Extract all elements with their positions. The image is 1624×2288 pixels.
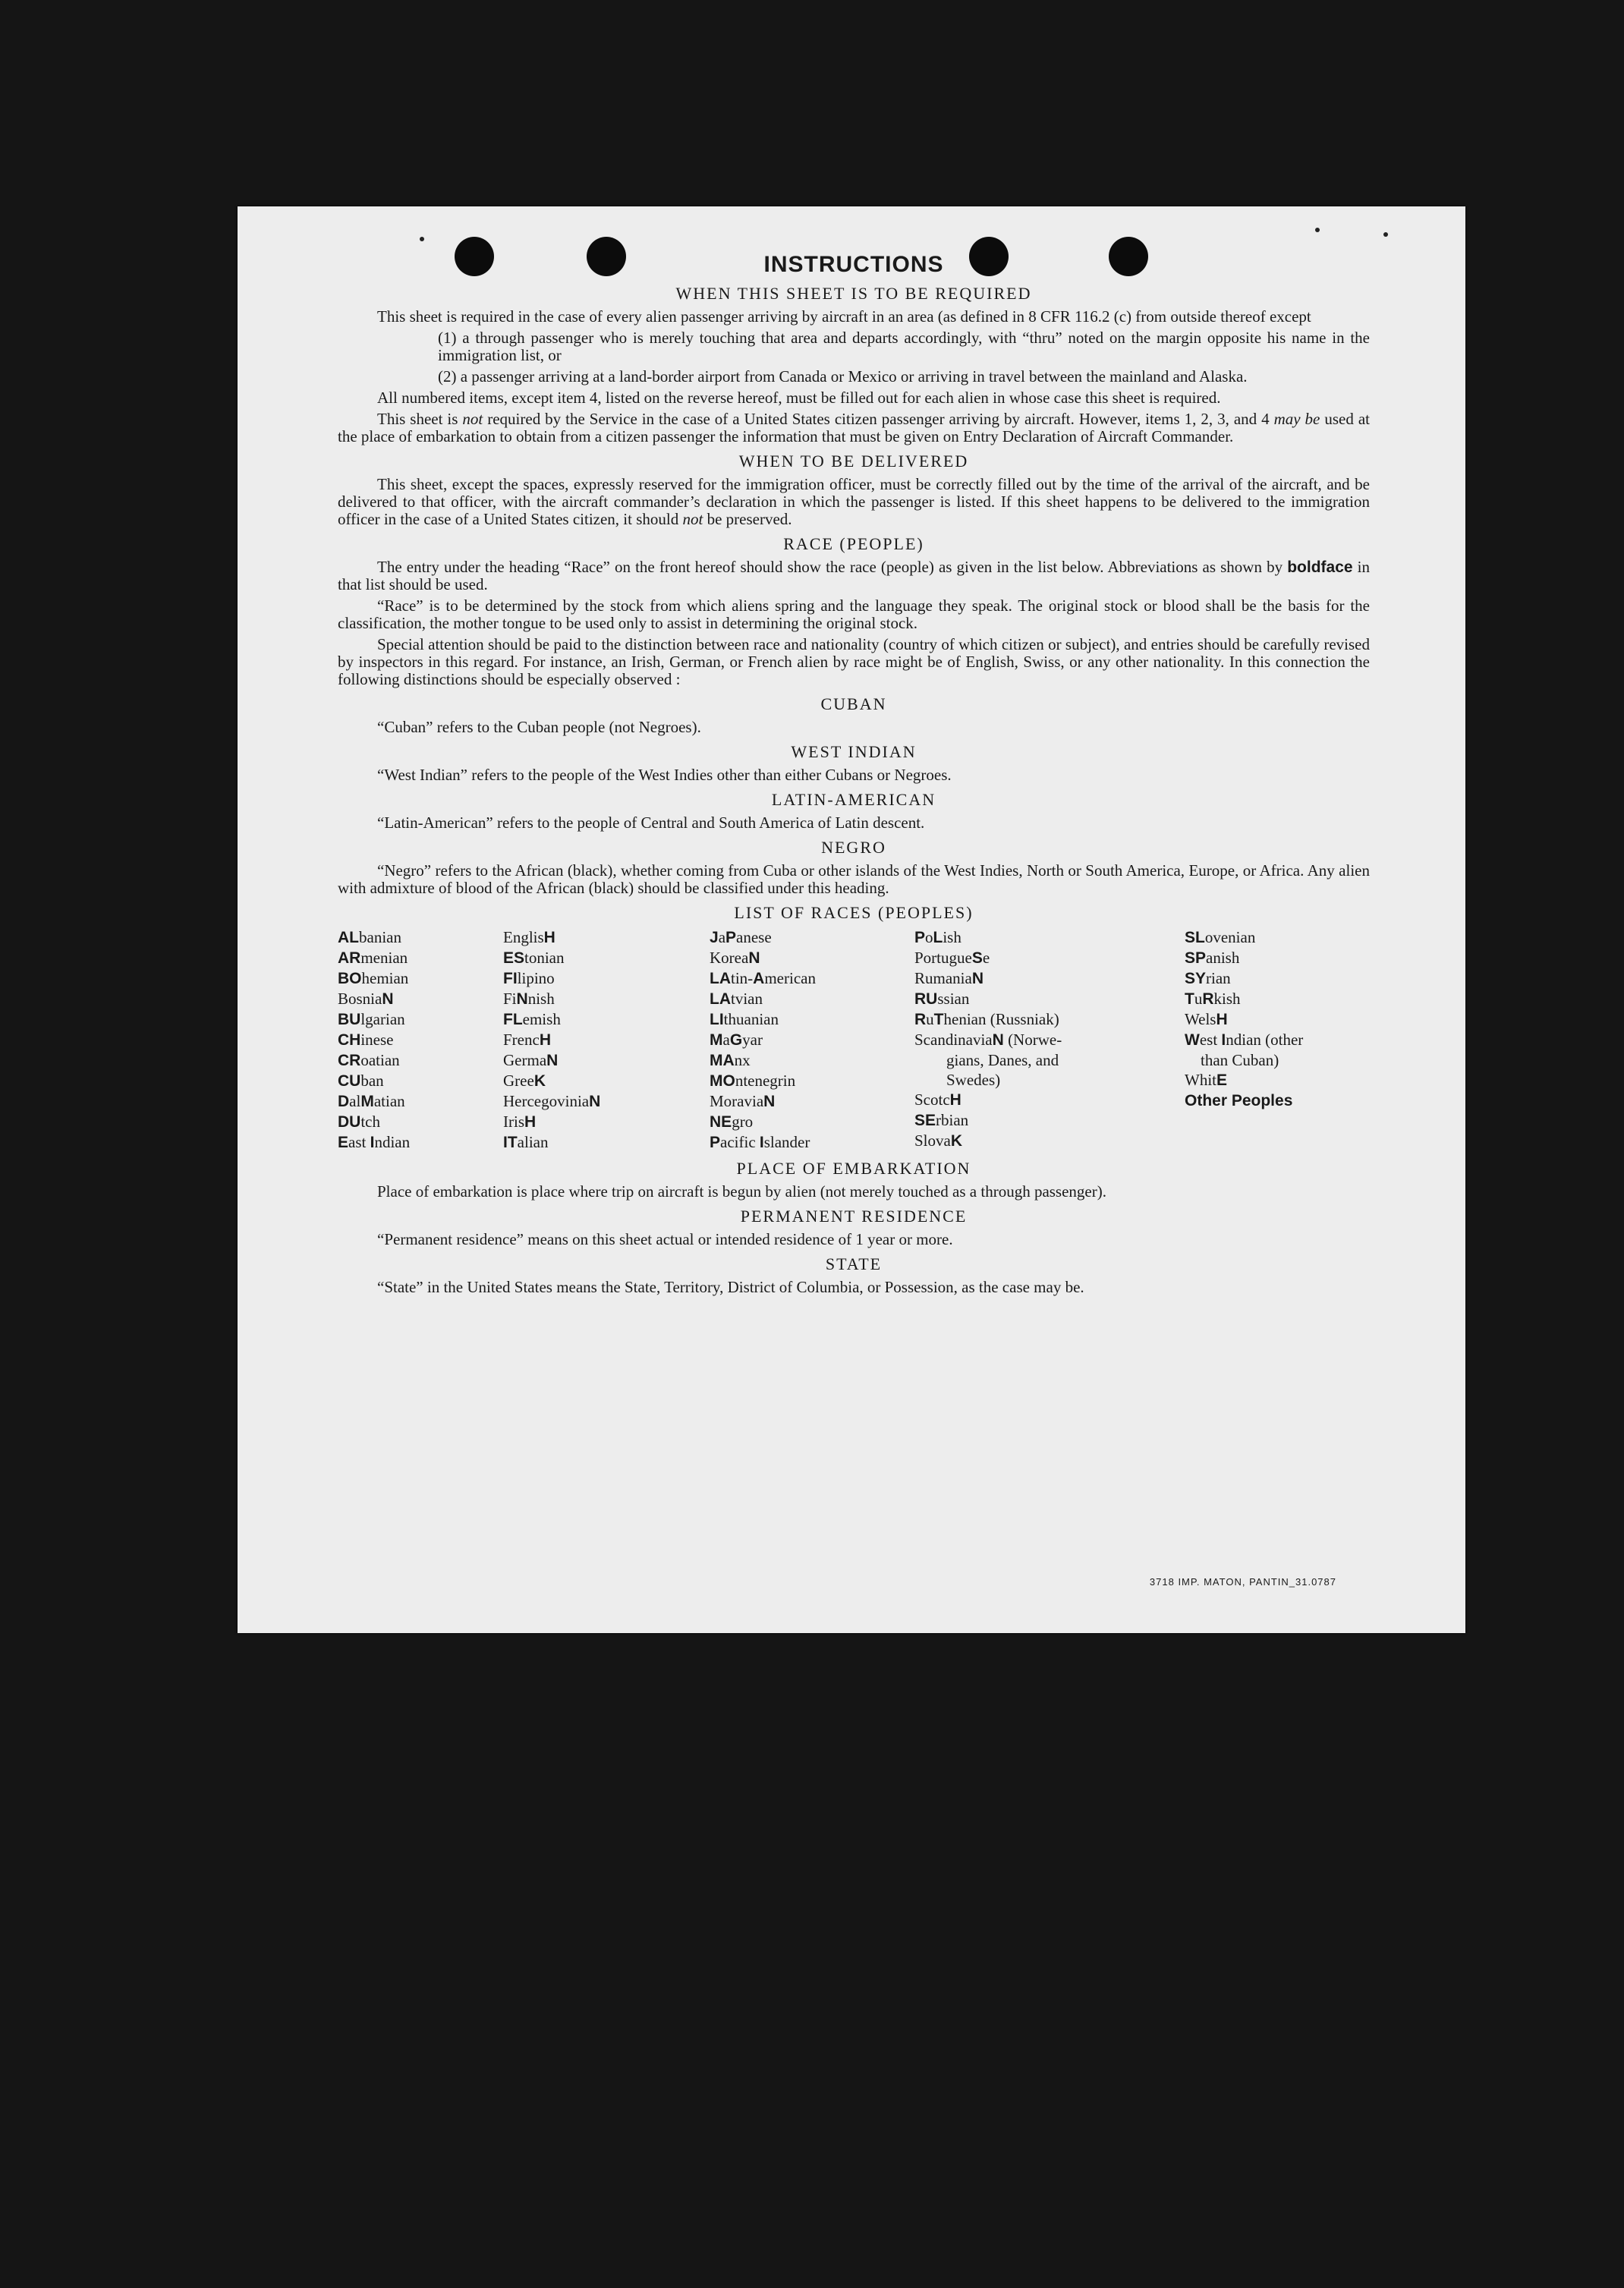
paragraph: “West Indian” refers to the people of the West Indies other than either Cubans or Negroes.	[377, 766, 952, 784]
race-entry: KoreaN	[710, 949, 760, 967]
race-entry: West Indian (other	[1185, 1031, 1304, 1049]
speck	[1315, 228, 1320, 232]
race-entry: HercegoviniaN	[503, 1092, 601, 1110]
paragraph: “Latin-American” refers to the people of Central and South America of Latin descent.	[377, 814, 925, 832]
race-entry: SlovaK	[914, 1131, 963, 1150]
race-entry: LAtin-American	[710, 969, 816, 987]
race-column	[503, 927, 710, 1153]
race-entry: FiNnish	[503, 990, 555, 1008]
page-title: INSTRUCTIONS	[763, 252, 944, 277]
race-entry: WelsH	[1185, 1010, 1228, 1028]
race-column	[710, 927, 914, 1153]
race-entry: East Indian	[338, 1133, 411, 1151]
section-heading: WHEN TO BE DELIVERED	[738, 452, 969, 471]
race-entry: than Cuban)	[1185, 1051, 1279, 1069]
race-entry: SYrian	[1185, 969, 1231, 987]
race-entry: MaGyar	[710, 1031, 763, 1049]
paragraph: This sheet, except the spaces, expressly reserved for the immigration officer, must be correctly filled out by the time of the arrival of the aircraft, and be delivered to that officer, with the aircraft commander’s declaration in which the passenger is listed. If this sheet happens to be delivered to the immigration officer in the case of a United States citizen, it should not be preserved.	[338, 475, 1370, 528]
paragraph: Special attention should be paid to the distinction between race and nationality (country of which citizen or subject), and entries should be carefully revised by inspectors in this regard. For instance, an Irish, German, or French alien by race might be of English, Swiss, or any other nationality. In this connection the following distinctions should be especially observed :	[338, 635, 1370, 688]
section-heading: NEGRO	[821, 838, 886, 857]
speck	[1383, 232, 1388, 237]
race-entry: GreeK	[503, 1072, 546, 1090]
paragraph: “Permanent residence” means on this sheet actual or intended residence of 1 year or more.	[377, 1230, 953, 1248]
instructions-content	[338, 252, 1370, 1300]
race-entry: SPanish	[1185, 949, 1240, 967]
section-heading: PLACE OF EMBARKATION	[736, 1159, 971, 1178]
section-heading: WEST INDIAN	[791, 742, 917, 761]
race-entry: MOntenegrin	[710, 1072, 796, 1090]
paragraph: “State” in the United States means the State, Territory, District of Columbia, or Possession, as the case may be.	[377, 1278, 1084, 1296]
race-entry: FIlipino	[503, 969, 555, 987]
speck	[420, 237, 424, 241]
race-entry: LAtvian	[710, 990, 763, 1008]
race-entry: RumaniaN	[914, 969, 984, 987]
race-column	[1185, 927, 1370, 1153]
paragraph: “Cuban” refers to the Cuban people (not Negroes).	[377, 718, 701, 736]
race-entry: ScandinaviaN (Norwe-	[914, 1031, 1062, 1049]
section-heading: LATIN-AMERICAN	[771, 790, 936, 809]
race-entry: SErbian	[914, 1111, 969, 1129]
paragraph: This sheet is not required by the Service in the case of a United States citizen passenger arriving by aircraft. However, items 1, 2, 3, and 4 may be used at the place of embarkation to obtain from a citizen passenger the information that must be given on Entry Declaration of Aircraft Commander.	[338, 410, 1370, 445]
paragraph: “Negro” refers to the African (black), whether coming from Cuba or other islands of the West Indies, North or South America, Europe, or Africa. Any alien with admixture of blood of the African (black) should be classified under this heading.	[338, 861, 1370, 897]
race-entry: IrisH	[503, 1113, 537, 1131]
section-heading: RACE (PEOPLE)	[783, 534, 924, 553]
race-entry: PoLish	[914, 928, 961, 946]
printer-footer: 3718 IMP. MATON, PANTIN_31.0787	[1149, 1576, 1336, 1588]
paragraph: The entry under the heading “Race” on the front hereof should show the race (people) as given in the list below. Abbreviations as shown by boldface in that list should be used.	[338, 558, 1371, 593]
race-entry: NEgro	[710, 1113, 754, 1131]
race-entry: CUban	[338, 1072, 384, 1090]
race-entry: ITalian	[503, 1133, 549, 1151]
race-entry: CRoatian	[338, 1051, 400, 1069]
race-entry: FLemish	[503, 1010, 561, 1028]
race-entry: ARmenian	[338, 949, 408, 967]
race-entry: LIthuanian	[710, 1010, 779, 1028]
paragraph: “Race” is to be determined by the stock from which aliens spring and the language they speak. The original stock or blood shall be the basis for the classification, the mother tongue to be used only to assist in determining the original stock.	[338, 596, 1370, 632]
race-entry: ScotcH	[914, 1090, 961, 1109]
race-entry: MAnx	[710, 1051, 751, 1069]
race-entry: JaPanese	[710, 928, 772, 946]
race-entry: DUtch	[338, 1113, 380, 1131]
race-entry: DalMatian	[338, 1092, 405, 1110]
list-item: (2) a passenger arriving at a land-border airport from Canada or Mexico or arriving in travel between the mainland and Alaska.	[438, 367, 1248, 386]
paragraph: This sheet is required in the case of every alien passenger arriving by aircraft in an area (as defined in 8 CFR 116.2 (c) from outside thereof except	[377, 307, 1311, 326]
paragraph: All numbered items, except item 4, listed on the reverse hereof, must be filled out for each alien in whose case this sheet is required.	[377, 389, 1221, 407]
race-entry: ALbanian	[338, 928, 401, 946]
race-entry: BosniaN	[338, 990, 394, 1008]
section-heading: WHEN THIS SHEET IS TO BE REQUIRED	[675, 284, 1032, 303]
race-entry: BUlgarian	[338, 1010, 405, 1028]
race-entry: SLovenian	[1185, 928, 1256, 946]
race-entry: FrencH	[503, 1031, 551, 1049]
section-heading: STATE	[825, 1254, 883, 1273]
section-heading: PERMANENT RESIDENCE	[740, 1207, 968, 1226]
race-entry: RuThenian (Russniak)	[914, 1010, 1059, 1028]
race-entry: TuRkish	[1185, 990, 1241, 1008]
race-entry: Pacific Islander	[710, 1133, 810, 1151]
race-column	[914, 927, 1185, 1153]
race-entry: EnglisH	[503, 928, 555, 946]
list-item: (1) a through passenger who is merely touching that area and departs accordingly, with “thru” noted on the margin opposite his name in the immigration list, or	[438, 329, 1370, 364]
paragraph: Place of embarkation is place where trip on aircraft is begun by alien (not merely touched as a through passenger).	[377, 1182, 1106, 1201]
race-entry: Swedes)	[914, 1071, 1001, 1089]
race-entry: EStonian	[503, 949, 565, 967]
race-entry: BOhemian	[338, 969, 409, 987]
section-heading: CUBAN	[820, 694, 887, 713]
race-entry: GermaN	[503, 1051, 559, 1069]
race-entry: RUssian	[914, 990, 970, 1008]
race-column	[338, 927, 503, 1153]
races-list	[338, 927, 1370, 1153]
race-entry: Other Peoples	[1185, 1092, 1293, 1109]
race-entry: gians, Danes, and	[914, 1051, 1059, 1069]
document-sheet	[238, 206, 1465, 1633]
race-entry: WhitE	[1185, 1071, 1228, 1089]
race-entry: CHinese	[338, 1031, 394, 1049]
section-heading: LIST OF RACES (PEOPLES)	[734, 903, 974, 922]
race-entry: PortugueSe	[914, 949, 990, 967]
race-entry: MoraviaN	[710, 1092, 776, 1110]
